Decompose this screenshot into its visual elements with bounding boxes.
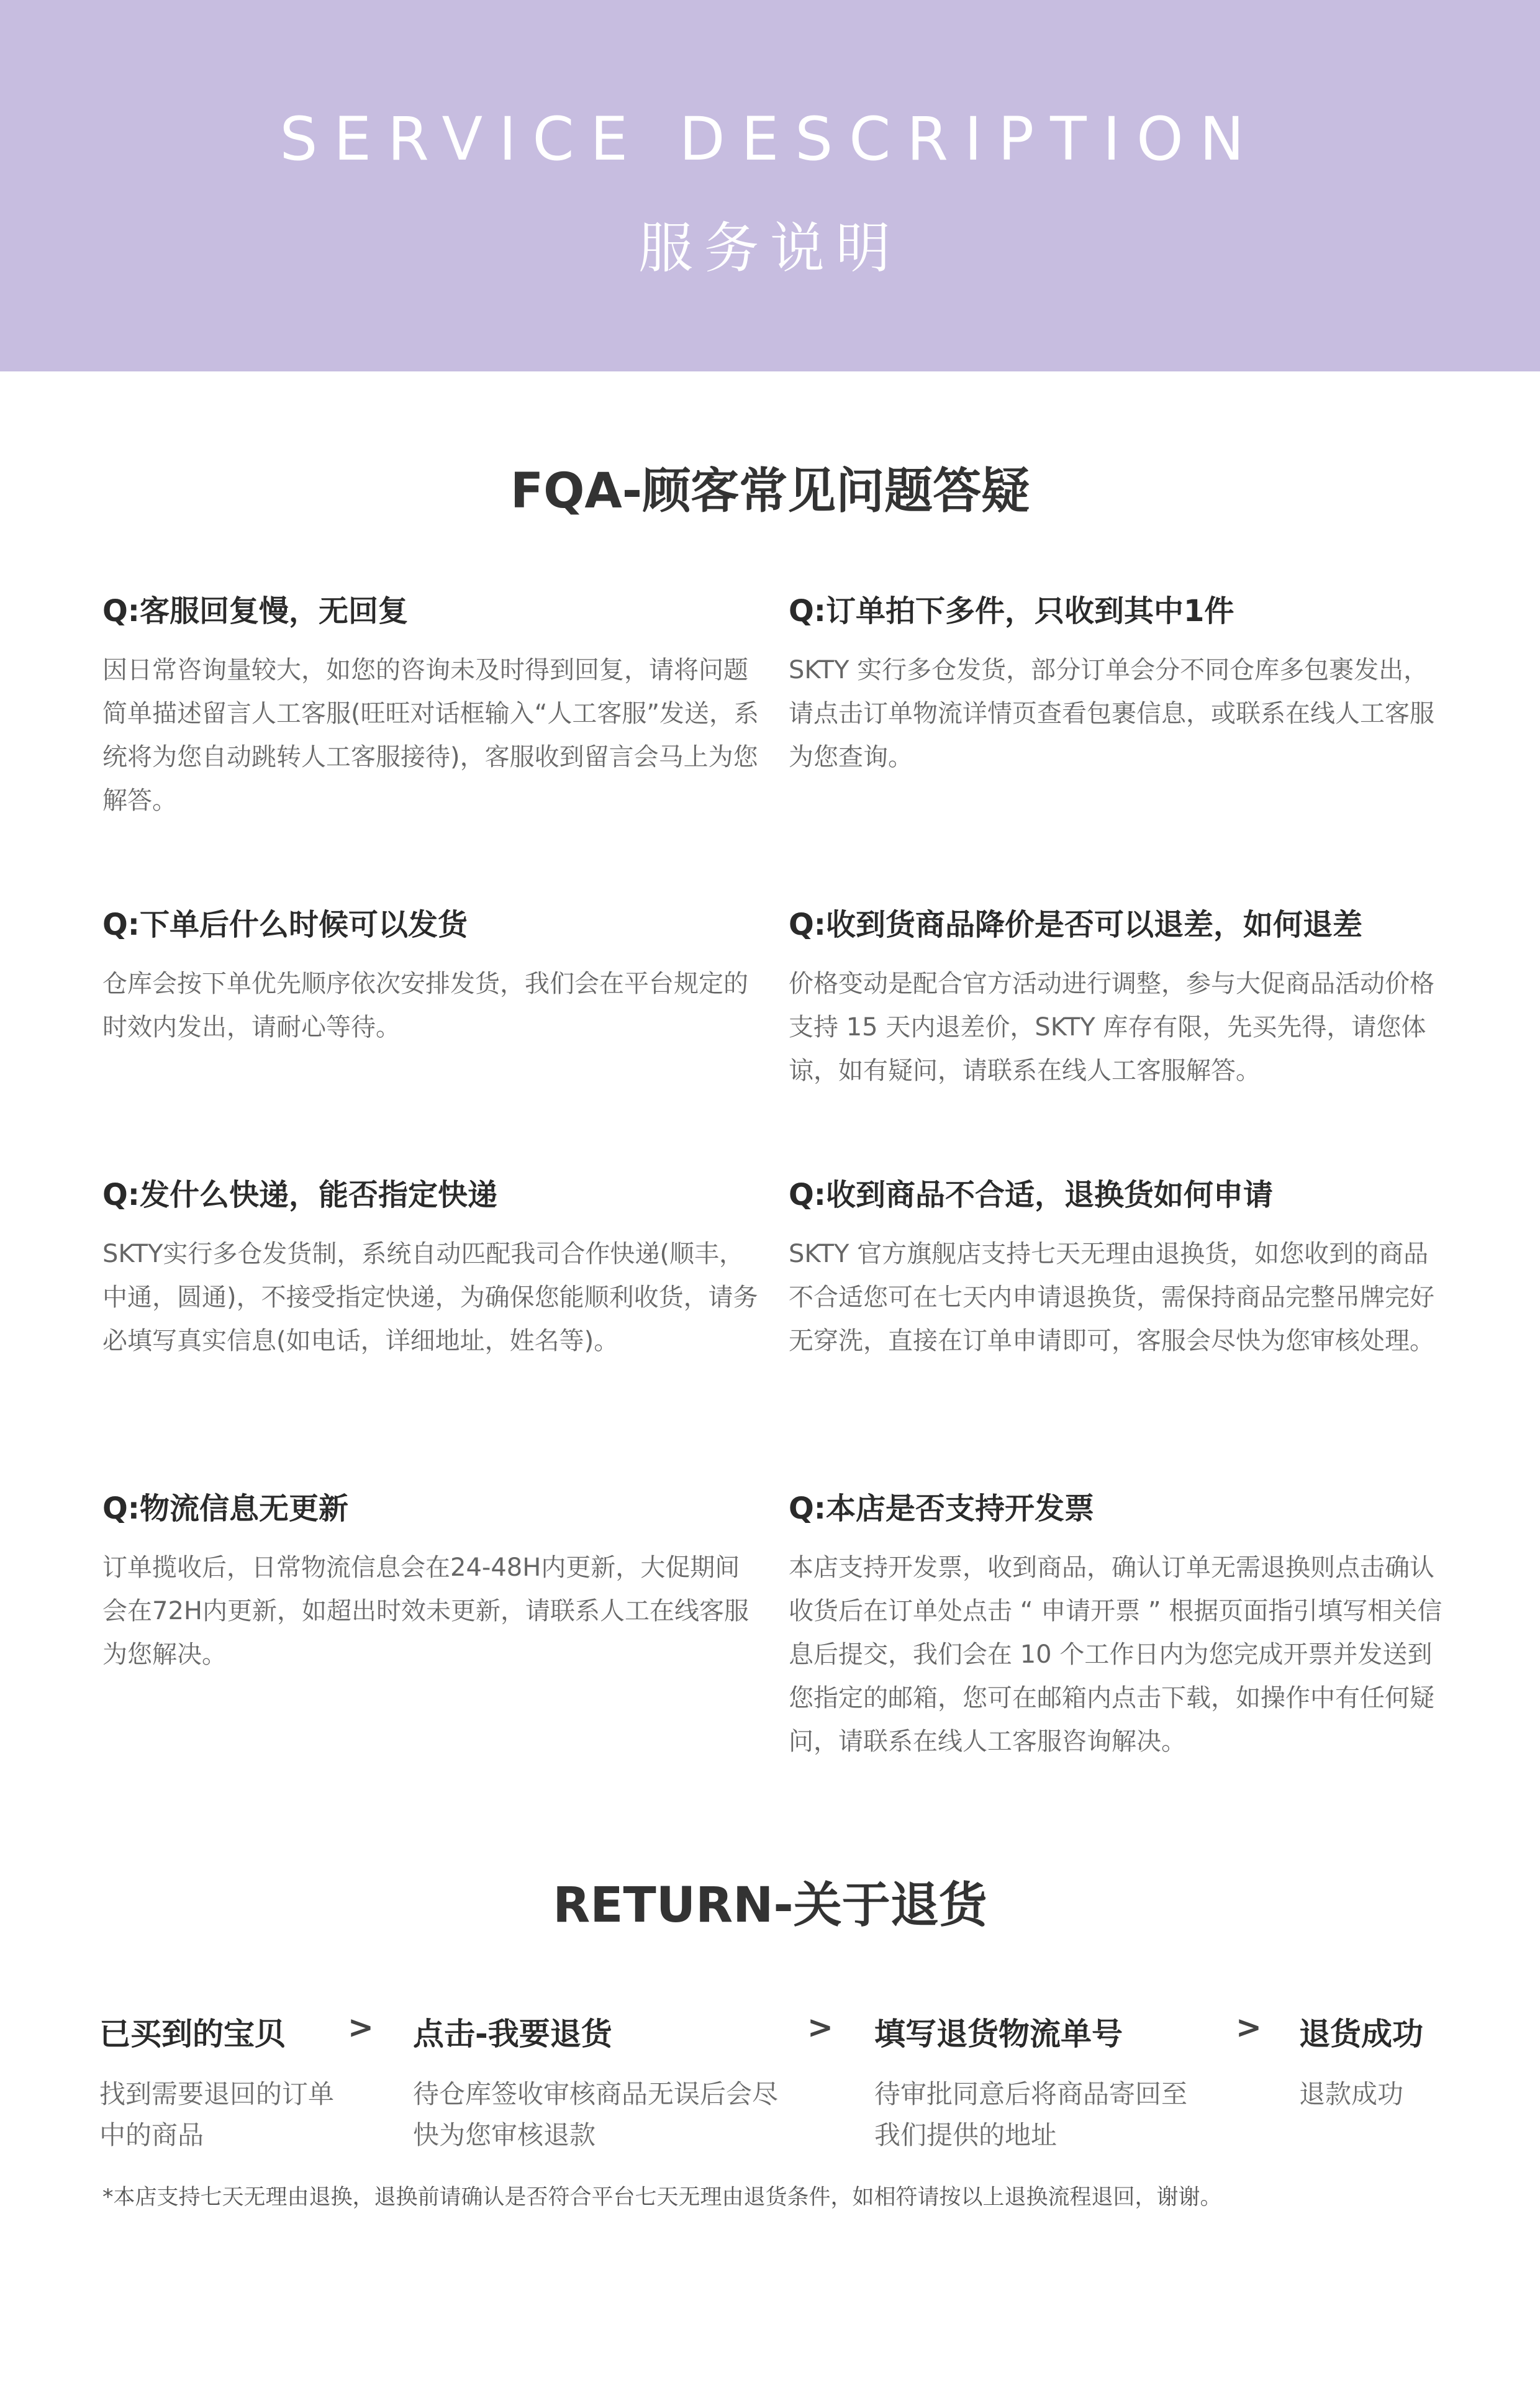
banner-title-en: SERVICE DESCRIPTION [279, 104, 1261, 174]
header-banner [0, 0, 1540, 371]
faq-answer: SKTY 官方旗舰店支持七天无理由退换货，如您收到的商品不合适您可在七天内申请退换货，需保持商品完整吊牌完好无穿洗，直接在订单申请即可，客服会尽快为您审核处理。 [789, 1240, 1434, 1355]
faq-item [102, 1171, 761, 1363]
step-arrow-icon: > [1236, 2009, 1262, 2045]
step-arrow-icon: > [807, 2009, 833, 2045]
return-step [99, 2009, 335, 2156]
return-step-desc: 找到需要退回的订单中的商品 [99, 2079, 335, 2150]
faq-answer: 本店支持开发票，收到商品，确认订单无需退换则点击确认收货后在订单处点击 “ 申请开票 ” 根据页面指引填写相关信息后提交，我们会在 10 个工作日内为您完成开票并发送到您指定的邮箱，您可在邮箱内点击下载，如操作中有任何疑问，请联系在线人工客服咨询解决。 [789, 1553, 1443, 1756]
return-step-title: 填写退货物流单号 [874, 2016, 1123, 2052]
faq-item [789, 1484, 1447, 1763]
faq-answer: 价格变动是配合官方活动进行调整，参与大促商品活动价格支持 15 天内退差价，SKTY 库存有限，先买先得，请您体谅，如有疑问，请联系在线人工客服解答。 [789, 970, 1434, 1085]
return-step-title: 退货成功 [1299, 2016, 1423, 2052]
faq-question: Q:订单拍下多件，只收到其中1件 [789, 594, 1234, 629]
step-arrow-icon: > [348, 2009, 374, 2045]
return-step [874, 2009, 1210, 2156]
return-step-desc: 待仓库签收审核商品无误后会尽快为您审核退款 [413, 2079, 779, 2150]
faq-answer: SKTY实行多仓发货制，系统自动匹配我司合作快递(顺丰，中通，圆通)，不接受指定快递，为确保您能顺利收货，请务必填写真实信息(如电话，详细地址，姓名等)。 [102, 1240, 758, 1355]
faq-item [102, 1484, 761, 1676]
faq-question: Q:客服回复慢，无回复 [102, 594, 409, 629]
return-steps [99, 2009, 1465, 2150]
faq-question: Q:收到货商品降价是否可以退差，如何退差 [789, 907, 1363, 942]
faq-section-title: FQA-顾客常见问题答疑 [510, 463, 1030, 519]
banner-title-cn: 服务说明 [638, 216, 902, 280]
faq-item [102, 587, 761, 822]
return-step-desc: 待审批同意后将商品寄回至我们提供的地址 [874, 2079, 1188, 2150]
faq-item [789, 1171, 1447, 1363]
return-step-desc: 退款成功 [1299, 2079, 1404, 2109]
faq-answer: SKTY 实行多仓发货，部分订单会分不同仓库多包裹发出，请点击订单物流详情页查看包裹信息，或联系在线人工客服为您查询。 [789, 656, 1434, 771]
faq-question: Q:收到商品不合适，退换货如何申请 [789, 1178, 1274, 1212]
return-step-title: 点击-我要退货 [413, 2016, 612, 2052]
faq-question: Q:下单后什么时候可以发货 [102, 907, 468, 942]
faq-answer: 因日常咨询量较大，如您的咨询未及时得到回复，请将问题简单描述留言人工客服(旺旺对话框输入“人工客服”发送，系统将为您自动跳转人工客服接待)，客服收到留言会马上为您解答。 [102, 656, 759, 815]
faq-question: Q:物流信息无更新 [102, 1491, 349, 1526]
faq-item [789, 587, 1447, 779]
faq-item [102, 901, 761, 1049]
return-policy-note: *本店支持七天无理由退换，退换前请确认是否符合平台七天无理由退货条件，如相符请按以上退换流程退回，谢谢。 [102, 2185, 1222, 2210]
faq-item [789, 901, 1447, 1093]
faq-question: Q:发什么快递，能否指定快递 [102, 1178, 498, 1212]
faq-answer: 仓库会按下单优先顺序依次安排发货，我们会在平台规定的时效内发出，请耐心等待。 [102, 970, 748, 1042]
return-step [1299, 2009, 1461, 2115]
return-section-title: RETURN-关于退货 [553, 1878, 987, 1933]
return-step-title: 已买到的宝贝 [99, 2016, 286, 2052]
return-step [413, 2009, 786, 2156]
faq-question: Q:本店是否支持开发票 [789, 1491, 1095, 1526]
faq-answer: 订单揽收后，日常物流信息会在24-48H内更新，大促期间会在72H内更新，如超出时效未更新，请联系人工在线客服为您解决。 [102, 1553, 749, 1669]
